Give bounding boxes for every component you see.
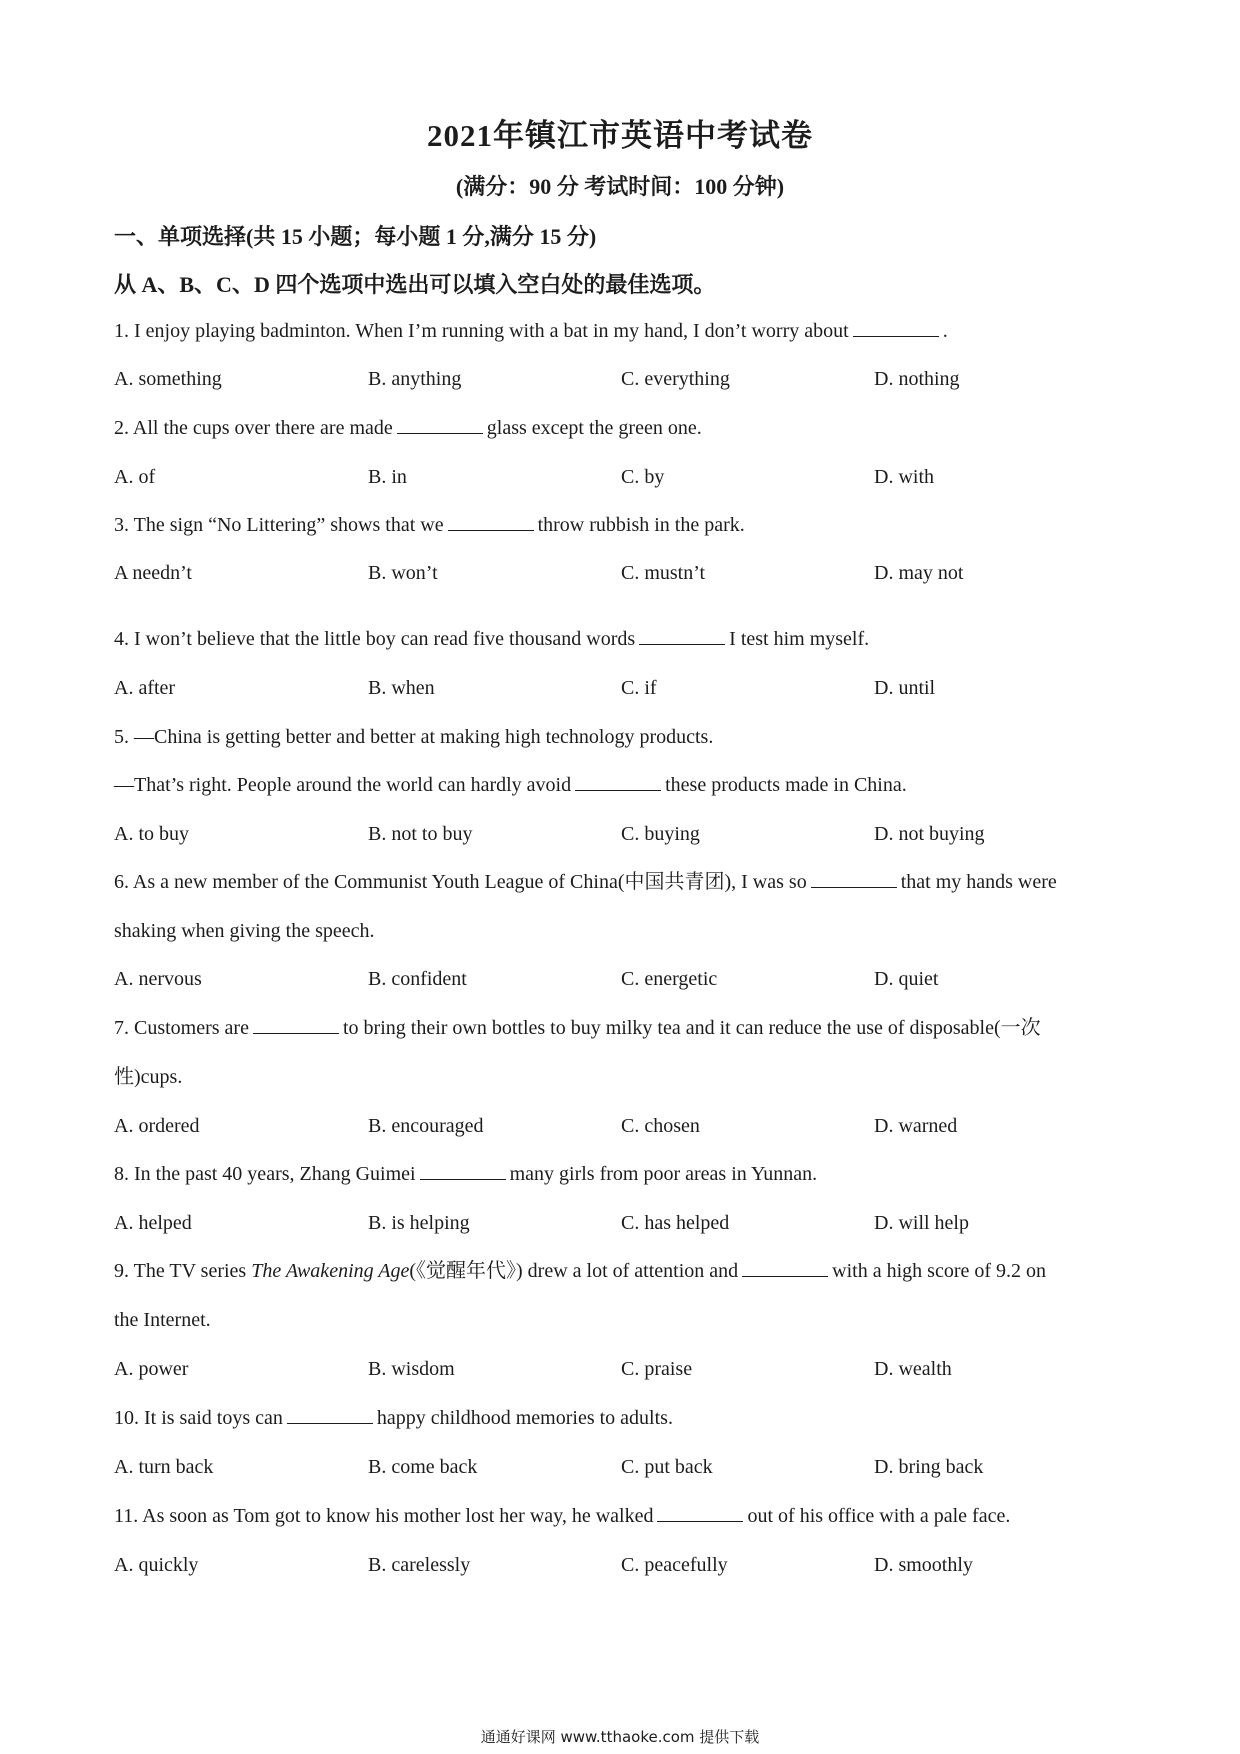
option-a: A. to buy <box>114 823 189 845</box>
page-footer: 通通好课网 www.tthaoke.com 提供下载 <box>480 1728 760 1746</box>
options-5 <box>114 821 1134 847</box>
question-text: to bring their own bottles to buy milky tea and it can reduce the use of disposable(一次 <box>342 1017 1041 1039</box>
option-b: B. won’t <box>368 562 438 584</box>
question-4 <box>114 626 1134 652</box>
option-b: B. when <box>368 677 435 699</box>
option-d: D. with <box>874 466 934 488</box>
question-text: . <box>942 320 948 342</box>
question-text: 6. As a new member of the Communist Youth League of China(中国共青团), I was so <box>114 871 807 893</box>
question-text: 性)cups. <box>114 1066 183 1088</box>
question-text: with a high score of 9.2 on <box>832 1260 1047 1282</box>
options-9 <box>114 1356 1134 1382</box>
answer-blank <box>287 1405 373 1424</box>
option-a: A. turn back <box>114 1456 214 1478</box>
options-4 <box>114 675 1134 701</box>
section-instruction: 从 A、B、C、D 四个选项中选出可以填入空白处的最佳选项。 <box>114 272 716 297</box>
options-2 <box>114 464 1134 490</box>
section-heading: 一、单项选择(共 15 小题；每小题 1 分,满分 15 分) <box>114 224 597 249</box>
answer-blank <box>397 415 483 434</box>
option-d: D. warned <box>874 1115 958 1137</box>
option-c: C. energetic <box>621 968 718 990</box>
question-text: many girls from poor areas in Yunnan. <box>509 1163 818 1185</box>
option-a: A. helped <box>114 1212 192 1234</box>
question-3 <box>114 512 1134 538</box>
option-a: A. of <box>114 466 156 488</box>
question-text: I test him myself. <box>729 628 870 650</box>
option-a: A. quickly <box>114 1554 199 1576</box>
option-b: B. wisdom <box>368 1358 455 1380</box>
option-a: A. something <box>114 368 222 390</box>
answer-blank <box>253 1015 339 1034</box>
question-9 <box>114 1258 1134 1284</box>
question-5-line-2 <box>114 772 1134 798</box>
question-text: 3. The sign “No Littering” shows that we <box>114 514 444 536</box>
options-7 <box>114 1113 1134 1139</box>
question-text: glass except the green one. <box>486 417 702 439</box>
option-d: D. quiet <box>874 968 939 990</box>
option-b: B. confident <box>368 968 467 990</box>
question-6 <box>114 869 1134 895</box>
option-b: B. anything <box>368 368 462 390</box>
question-7 <box>114 1015 1134 1041</box>
options-6 <box>114 966 1134 992</box>
option-a: A. nervous <box>114 968 202 990</box>
option-a: A needn’t <box>114 562 192 584</box>
option-b: B. come back <box>368 1456 478 1478</box>
question-text: these products made in China. <box>665 774 907 796</box>
option-d: D. not buying <box>874 823 985 845</box>
question-text: (《觉醒年代》) drew a lot of attention and <box>409 1260 739 1282</box>
option-a: A. power <box>114 1358 189 1380</box>
question-1 <box>114 318 1134 344</box>
question-text: shaking when giving the speech. <box>114 920 375 942</box>
option-c: C. buying <box>621 823 700 845</box>
question-text: that my hands were <box>900 871 1057 893</box>
question-text: —That’s right. People around the world can hardly avoid <box>114 774 572 796</box>
answer-blank <box>575 772 661 791</box>
answer-blank <box>811 869 897 888</box>
options-3 <box>114 560 1134 586</box>
question-text: 4. I won’t believe that the little boy can read five thousand words <box>114 628 636 650</box>
page-title: 2021年镇江市英语中考试卷 <box>427 118 813 153</box>
options-8 <box>114 1210 1134 1236</box>
question-text: 2. All the cups over there are made <box>114 417 393 439</box>
question-text: throw rubbish in the park. <box>537 514 745 536</box>
option-d: D. bring back <box>874 1456 984 1478</box>
option-b: B. carelessly <box>368 1554 471 1576</box>
answer-blank <box>639 626 725 645</box>
question-9-continued <box>114 1307 1134 1333</box>
option-c: C. put back <box>621 1456 713 1478</box>
option-a: A. after <box>114 677 176 699</box>
option-d: D. may not <box>874 562 964 584</box>
question-text: 7. Customers are <box>114 1017 249 1039</box>
question-text: 9. The TV series <box>114 1260 252 1282</box>
question-text: 10. It is said toys can <box>114 1407 283 1429</box>
option-c: C. has helped <box>621 1212 730 1234</box>
option-d: D. smoothly <box>874 1554 973 1576</box>
answer-blank <box>742 1258 828 1277</box>
question-8 <box>114 1161 1134 1187</box>
series-title: The Awakening Age <box>251 1260 410 1282</box>
option-c: C. mustn’t <box>621 562 706 584</box>
question-5-line-1 <box>114 724 1134 750</box>
option-c: C. peacefully <box>621 1554 728 1576</box>
question-text: happy childhood memories to adults. <box>376 1407 673 1429</box>
options-11 <box>114 1552 1134 1578</box>
question-6-continued <box>114 918 1134 944</box>
question-2 <box>114 415 1134 441</box>
answer-blank <box>420 1161 506 1180</box>
option-c: C. by <box>621 466 665 488</box>
option-c: C. if <box>621 677 657 699</box>
page-subtitle: (满分：90 分 考试时间：100 分钟) <box>455 174 785 199</box>
question-text: 1. I enjoy playing badminton. When I’m running with a bat in my hand, I don’t worry about <box>114 320 849 342</box>
option-d: D. nothing <box>874 368 960 390</box>
options-1 <box>114 366 1134 392</box>
options-10 <box>114 1454 1134 1480</box>
option-c: C. everything <box>621 368 730 390</box>
option-a: A. ordered <box>114 1115 200 1137</box>
question-text: 11. As soon as Tom got to know his mother lost her way, he walked <box>114 1505 654 1527</box>
option-c: C. praise <box>621 1358 693 1380</box>
question-10 <box>114 1405 1134 1431</box>
option-b: B. encouraged <box>368 1115 484 1137</box>
option-d: D. wealth <box>874 1358 952 1380</box>
option-b: B. is helping <box>368 1212 470 1234</box>
question-text: out of his office with a pale face. <box>747 1505 1011 1527</box>
question-text: 5. —China is getting better and better at making high technology products. <box>114 726 714 748</box>
question-7-continued <box>114 1064 1134 1090</box>
answer-blank <box>448 512 534 531</box>
question-text: the Internet. <box>114 1309 211 1331</box>
answer-blank <box>657 1503 743 1522</box>
question-11 <box>114 1503 1134 1529</box>
option-c: C. chosen <box>621 1115 700 1137</box>
option-b: B. not to buy <box>368 823 473 845</box>
option-d: D. will help <box>874 1212 969 1234</box>
option-d: D. until <box>874 677 936 699</box>
option-b: B. in <box>368 466 407 488</box>
question-text: 8. In the past 40 years, Zhang Guimei <box>114 1163 416 1185</box>
answer-blank <box>853 318 939 337</box>
